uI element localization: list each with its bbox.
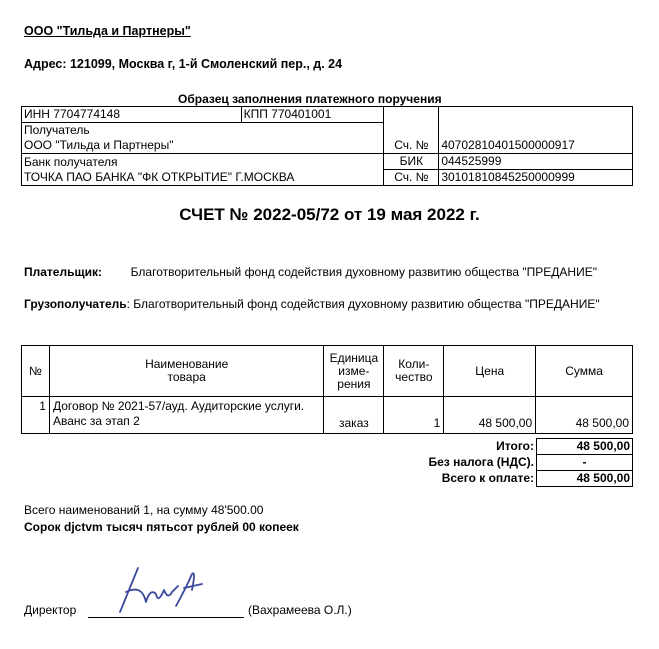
director-title: Директор — [24, 603, 77, 617]
summary-words: Сорок djctvm тысяч пятьсот рублей 00 копеек — [24, 520, 299, 534]
vat-label: Без налога (НДС). — [428, 455, 534, 469]
signature-line — [88, 617, 244, 618]
payer-block — [24, 264, 634, 280]
bik-number: 044525999 — [439, 154, 633, 170]
seller-address: Адрес: 121099, Москва г, 1-й Смоленский пер., д. 24 — [24, 57, 343, 71]
payer-label: Плательщик: — [24, 265, 102, 279]
recipient-label: Получатель — [22, 123, 384, 139]
row-num: 1 — [22, 397, 50, 434]
header-unit: Единица изме- рения — [324, 346, 384, 397]
items-table — [21, 345, 633, 434]
total-label: Итого: — [496, 439, 534, 453]
header-name: Наименование товара — [49, 346, 323, 397]
director-signature — [112, 562, 212, 620]
consignee-text: : Благотворительный фонд содействия духовному развитию общества "ПРЕДАНИЕ" — [126, 297, 600, 311]
bank-block-caption: Образец заполнения платежного поручения — [178, 92, 442, 106]
row-unit: заказ — [324, 397, 384, 434]
header-num: № — [22, 346, 50, 397]
recipient-name: ООО "Тильда и Партнеры" — [22, 138, 384, 154]
corr-account-label: Сч. № — [384, 170, 439, 186]
row-qty: 1 — [384, 397, 444, 434]
row-sum: 48 500,00 — [536, 397, 633, 434]
row-price: 48 500,00 — [444, 397, 536, 434]
bank-name: ТОЧКА ПАО БАНКА "ФК ОТКРЫТИЕ" Г.МОСКВА — [22, 170, 384, 186]
account-number: 40702810401500000917 — [439, 138, 633, 154]
corr-account-number: 30101810845250000999 — [439, 170, 633, 186]
director-name: (Вахрамеева О.Л.) — [248, 603, 352, 617]
seller-name: ООО "Тильда и Партнеры" — [24, 24, 191, 38]
table-row — [22, 397, 633, 434]
consignee-label: Грузополучатель — [24, 297, 127, 311]
row-name: Договор № 2021-57/ауд. Аудиторские услуги. Аванс за этап 2 — [49, 397, 323, 434]
account-label: Сч. № — [384, 138, 439, 154]
invoice-title: СЧЕТ № 2022-05/72 от 19 мая 2022 г. — [179, 205, 480, 224]
due-label: Всего к оплате: — [441, 471, 534, 485]
due-value: 48 500,00 — [537, 471, 633, 487]
bank-details-table — [21, 106, 633, 186]
kpp-cell: КПП 770401001 — [241, 107, 384, 123]
bank-label: Банк получателя — [22, 154, 384, 170]
inn-cell: ИНН 7704774148 — [22, 107, 242, 123]
total-value: 48 500,00 — [537, 439, 633, 455]
header-price: Цена — [444, 346, 536, 397]
payer-text: Благотворительный фонд содействия духовному развитию общества "ПРЕДАНИЕ" — [130, 265, 597, 279]
consignee-block — [24, 296, 634, 312]
vat-value: - — [537, 455, 633, 471]
header-qty: Коли- чество — [384, 346, 444, 397]
bik-label: БИК — [384, 154, 439, 170]
totals-table — [21, 438, 633, 487]
header-sum: Сумма — [536, 346, 633, 397]
summary-count: Всего наименований 1, на сумму 48'500.00 — [24, 503, 264, 517]
